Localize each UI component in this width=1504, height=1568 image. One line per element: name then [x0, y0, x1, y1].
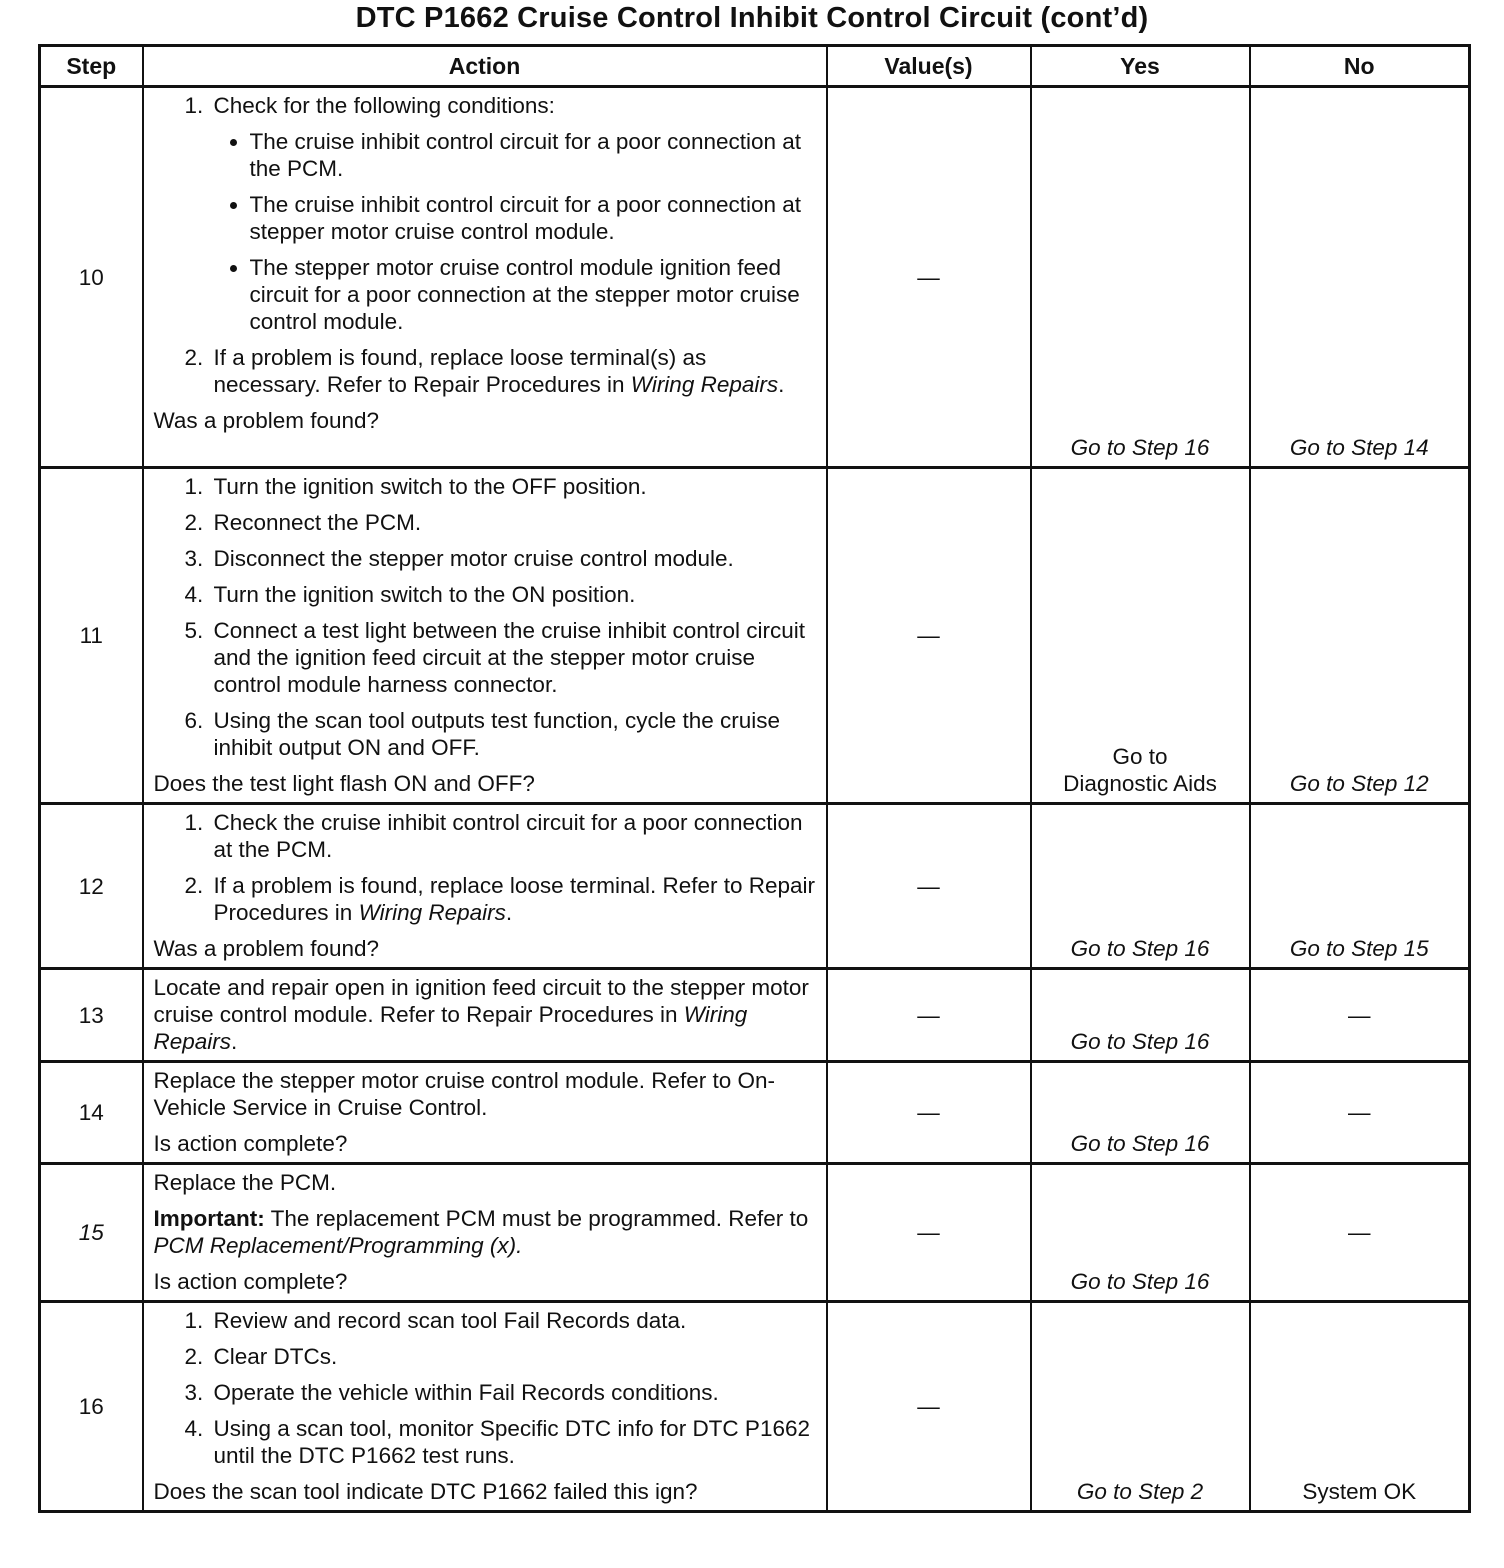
condition-item: • The cruise inhibit control circuit for a poor connection at stepper motor cruise control module. [250, 191, 816, 245]
important-label: Important: [153, 1206, 265, 1231]
action-question: Was a problem found? [153, 408, 380, 433]
header-step: Step [40, 46, 143, 87]
table-header-row [40, 46, 1470, 87]
yes-cell [1031, 1302, 1250, 1512]
action-step-text: If a problem is found, replace loose terminal(s) as necessary. Refer to Repair Procedures in [213, 345, 707, 397]
step-number: 13 [40, 969, 143, 1062]
header-action: Action [143, 46, 827, 87]
yes-go-to: Go to Step 2 [1076, 1479, 1204, 1504]
no-result: System OK [1302, 1479, 1417, 1504]
value-dash: — [917, 623, 940, 648]
value-cell [827, 468, 1031, 804]
yes-go-to: Go to Step 16 [1070, 936, 1210, 961]
important-note [154, 1205, 816, 1259]
no-cell [1250, 1062, 1470, 1164]
action-text [154, 974, 816, 1055]
action-step: 1. Check the cruise inhibit control circuit for a poor connection at the PCM. [210, 809, 816, 863]
table-row-step-12 [40, 804, 1470, 969]
step-number: 11 [40, 468, 143, 804]
value-cell [827, 969, 1031, 1062]
condition-item: • The cruise inhibit control circuit for a poor connection at the PCM. [250, 128, 816, 182]
action-steps [154, 1307, 816, 1469]
punctuation: . [231, 1029, 238, 1054]
table-row-step-15 [40, 1164, 1470, 1302]
step-number: 14 [40, 1062, 143, 1164]
action-step: 1. Turn the ignition switch to the OFF position. [210, 473, 816, 500]
header-values: Value(s) [827, 46, 1031, 87]
action-steps [154, 92, 816, 398]
no-cell [1250, 969, 1470, 1062]
important-text: The replacement PCM must be programmed. Refer to [264, 1206, 809, 1231]
yes-go-to-line: Go to [1112, 744, 1168, 769]
table-row-step-11 [40, 468, 1470, 804]
no-dash: — [1348, 1100, 1371, 1125]
action-cell [143, 87, 827, 468]
action-step-text: Check for the following conditions: [213, 93, 555, 118]
no-cell [1250, 468, 1470, 804]
header-no: No [1250, 46, 1470, 87]
action-step: 5. Connect a test light between the cruise inhibit control circuit and the ignition feed circuit at the stepper motor cruise control module harness connector. [210, 617, 816, 698]
action-step: 3. Disconnect the stepper motor cruise control module. [210, 545, 816, 572]
action-question: Is action complete? [153, 1131, 348, 1156]
action-step: 4. Turn the ignition switch to the ON position. [210, 581, 816, 608]
action-steps [154, 809, 816, 926]
yes-cell [1031, 969, 1250, 1062]
action-step: 2. Clear DTCs. [210, 1343, 816, 1370]
no-dash: — [1348, 1220, 1371, 1245]
diagnostic-table [38, 44, 1471, 1513]
action-step [210, 872, 816, 926]
no-go-to: Go to Step 14 [1289, 435, 1429, 460]
value-cell [827, 1062, 1031, 1164]
action-step [210, 344, 816, 398]
table-row-step-14 [40, 1062, 1470, 1164]
value-dash: — [917, 1002, 940, 1028]
value-cell [827, 87, 1031, 468]
no-go-to: Go to Step 15 [1289, 936, 1429, 961]
action-step [210, 92, 816, 335]
condition-list [214, 128, 816, 335]
no-dash: — [1348, 1002, 1371, 1028]
step-number: 16 [40, 1302, 143, 1512]
action-step: 6. Using the scan tool outputs test function, cycle the cruise inhibit output ON and OFF. [210, 707, 816, 761]
step-number: 12 [40, 804, 143, 969]
yes-go-to-line: Diagnostic Aids [1063, 771, 1217, 796]
yes-cell [1031, 1062, 1250, 1164]
condition-item: • The stepper motor cruise control module ignition feed circuit for a poor connection at the stepper motor cruise control module. [250, 254, 816, 335]
table-row-step-16 [40, 1302, 1470, 1512]
action-question: Does the test light flash ON and OFF? [153, 771, 535, 796]
no-cell [1250, 804, 1470, 969]
action-text: Replace the PCM. [153, 1170, 337, 1195]
no-go-to: Go to Step 12 [1289, 771, 1429, 796]
action-question: Was a problem found? [153, 936, 380, 961]
action-cell [143, 1062, 827, 1164]
action-cell [143, 468, 827, 804]
reference-link-text: Wiring Repairs [153, 1002, 748, 1054]
value-dash: — [917, 264, 940, 290]
yes-go-to: Go to Step 16 [1070, 1131, 1210, 1156]
yes-go-to: Go to Step 16 [1070, 1269, 1210, 1294]
value-dash: — [917, 1220, 940, 1245]
action-cell [143, 1164, 827, 1302]
value-cell [827, 1302, 1031, 1512]
action-step: 2. Reconnect the PCM. [210, 509, 816, 536]
table-row-step-10 [40, 87, 1470, 468]
reference-link-text: PCM Replacement/Programming (x). [153, 1233, 523, 1258]
action-cell [143, 804, 827, 969]
action-step: 4. Using a scan tool, monitor Specific DTC info for DTC P1662 until the DTC P1662 test runs. [210, 1415, 816, 1469]
action-text: Replace the stepper motor cruise control module. Refer to On-Vehicle Service in Cruise Control. [153, 1068, 776, 1120]
reference-link-text: Wiring Repairs [630, 372, 779, 397]
punctuation: . [505, 900, 513, 925]
yes-cell [1031, 804, 1250, 969]
value-cell [827, 1164, 1031, 1302]
action-cell [143, 969, 827, 1062]
action-steps [154, 473, 816, 761]
action-step: 3. Operate the vehicle within Fail Records conditions. [210, 1379, 816, 1406]
step-number: 10 [40, 87, 143, 468]
action-step: 1. Review and record scan tool Fail Records data. [210, 1307, 816, 1334]
no-cell [1250, 87, 1470, 468]
table-row-step-13 [40, 969, 1470, 1062]
action-step-text: If a problem is found, replace loose terminal. Refer to Repair Procedures in [213, 873, 816, 925]
action-cell [143, 1302, 827, 1512]
value-dash: — [917, 1100, 940, 1125]
yes-cell [1031, 1164, 1250, 1302]
reference-link-text: Wiring Repairs [358, 900, 506, 925]
header-yes: Yes [1031, 46, 1250, 87]
punctuation: . [778, 372, 785, 397]
value-cell [827, 804, 1031, 969]
yes-go-to: Go to Step 16 [1070, 1029, 1210, 1054]
yes-cell [1031, 468, 1250, 804]
action-question: Is action complete? [153, 1269, 348, 1294]
no-cell [1250, 1164, 1470, 1302]
step-number: 15 [40, 1164, 143, 1302]
yes-cell [1031, 87, 1250, 468]
action-text-body: Locate and repair open in ignition feed circuit to the stepper motor cruise control module. Refer to Repair Procedures in [153, 975, 809, 1027]
document-title: DTC P1662 Cruise Control Inhibit Control Circuit (cont’d) [355, 2, 1149, 34]
value-dash: — [917, 873, 940, 899]
yes-go-to: Go to Step 16 [1070, 435, 1210, 460]
value-dash: — [917, 1394, 940, 1419]
action-question: Does the scan tool indicate DTC P1662 failed this ign? [153, 1479, 698, 1504]
no-cell [1250, 1302, 1470, 1512]
